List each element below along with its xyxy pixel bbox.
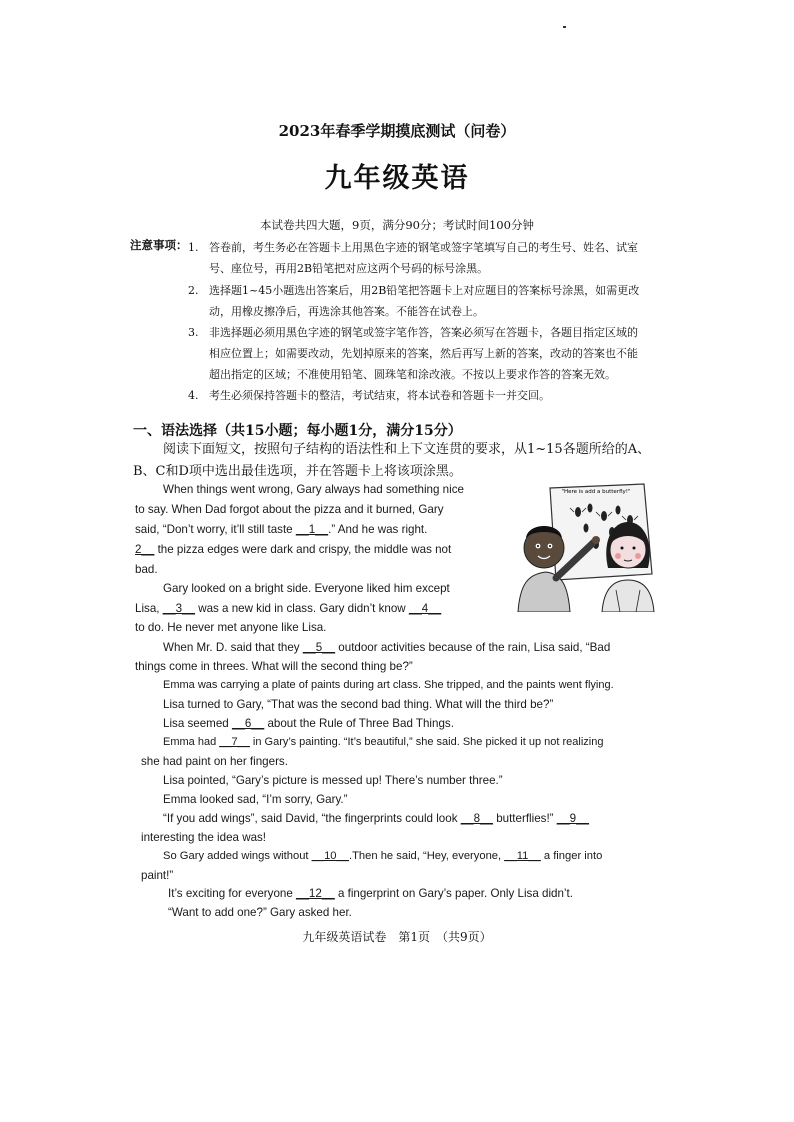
- passage-line-19: interesting the idea was!: [141, 831, 267, 844]
- note-line: 号、座位号，再用2B铅笔把对应这两个号码的标号涂黑。: [209, 262, 489, 275]
- passage-line-3: said, “Don’t worry, it’ll still taste __1__.” And he was right.: [135, 523, 428, 536]
- blank-4: __4__: [408, 602, 442, 615]
- note-line: 答卷前，考生务必在答题卡上用黑色字迹的钢笔或签字笔填写自己的考生号、姓名、试室: [209, 241, 638, 254]
- blank-8: __8__: [460, 812, 493, 825]
- blank-12: __12__: [296, 887, 335, 900]
- note-number: 4.: [188, 389, 199, 402]
- note-number: 3.: [188, 326, 199, 339]
- passage-line-10: things come in threes. What will the second thing be?”: [135, 660, 413, 673]
- note-line: 相应位置上；如需要改动，先划掉原来的答案，然后再写上新的答案，改动的答案也不能: [209, 347, 638, 360]
- passage-line-4: 2__ the pizza edges were dark and crispy, the middle was not: [135, 543, 452, 556]
- passage-line-6: Gary looked on a bright side. Everyone liked him except: [163, 582, 450, 595]
- passage-line-12: Lisa turned to Gary, “That was the second bad thing. What will the third be?”: [163, 698, 554, 711]
- passage-line-21: paint!”: [141, 869, 174, 882]
- passage-line-11: Emma was carrying a plate of paints during art class. She tripped, and the paints went flying.: [163, 679, 614, 691]
- page-footer: 九年级英语试卷 第1页 （共9页）: [302, 930, 492, 944]
- passage-line-7: Lisa, __3__ was a new kid in class. Gary didn’t know __4__: [135, 602, 442, 615]
- exam-title: 九年级英语: [324, 163, 470, 194]
- passage-line-5: bad.: [135, 563, 158, 576]
- note-line: 动，用橡皮擦净后，再选涂其他答案。不能答在试卷上。: [209, 305, 484, 318]
- illustration-children-painting: [516, 482, 660, 612]
- note-item-2: [188, 280, 639, 301]
- passage-line-20: So Gary added wings without __10__.Then he said, “Hey, everyone, __11__ a finger into: [163, 850, 603, 862]
- scan-speck: [563, 26, 566, 28]
- blank-5: __5__: [302, 641, 336, 654]
- passage-line-14: Emma had __7__ in Gary’s painting. “It’s beautiful,” she said. She picked it up not realizing: [163, 736, 604, 748]
- notes-label: 注意事项：: [130, 238, 188, 252]
- passage-line-23: “Want to add one?” Gary asked her.: [168, 906, 352, 919]
- note-number: 2.: [188, 284, 199, 297]
- note-line: 选择题1~45小题选出答案后，用2B铅笔把答题卡上对应题目的答案标号涂黑，如需更改: [209, 284, 640, 297]
- exam-subtitle: 2023年春季学期摸底测试（问卷）: [278, 122, 516, 140]
- passage-line-18: “If you add wings”, said David, “the fingerprints could look __8__ butterflies!” __9__: [163, 812, 590, 825]
- passage-line-15: she had paint on her fingers.: [141, 755, 288, 768]
- note-item-1: [188, 237, 638, 258]
- exam-intro: 本试卷共四大题，9页，满分90分；考试时间100分钟: [260, 218, 534, 232]
- note-item-4: [188, 385, 550, 406]
- note-number: 1.: [188, 241, 199, 254]
- blank-1: __1__: [295, 523, 329, 536]
- passage-line-1: When things went wrong, Gary always had something nice: [163, 483, 464, 496]
- passage-line-2: to say. When Dad forgot about the pizza and it burned, Gary: [135, 503, 444, 516]
- section-title: 一、语法选择（共15小题；每小题1分，满分15分）: [133, 423, 462, 439]
- blank-3: __3__: [162, 602, 195, 615]
- passage-line-22: It’s exciting for everyone __12__ a fingerprint on Gary’s paper. Only Lisa didn’t.: [168, 887, 573, 900]
- passage-line-9: When Mr. D. said that they __5__ outdoor activities because of the rain, Lisa said, “Bad: [163, 641, 611, 654]
- blank-7: __7__: [219, 736, 250, 748]
- passage-line-17: Emma looked sad, “I’m sorry, Gary.”: [163, 793, 348, 806]
- blank-10: __10__: [311, 850, 349, 862]
- note-item-3: [188, 322, 638, 343]
- blank-2: 2__: [135, 543, 155, 556]
- blank-11: __11__: [504, 850, 541, 862]
- note-line: 非选择题必须用黑色字迹的钢笔或签字笔作答，答案必须写在答题卡，各题目指定区域的: [209, 326, 638, 339]
- passage-line-13: Lisa seemed __6__ about the Rule of Three Bad Things.: [163, 717, 454, 730]
- section-instruction: 阅读下面短文，按照句子结构的语法性和上下文连贯的要求，从1~15各题所给的A、B、C和D项中选出最佳选项，并在答题卡上将该项涂黑。: [133, 442, 651, 479]
- passage-line-8: to do. He never met anyone like Lisa.: [135, 621, 327, 634]
- note-line: 超出指定的区域；不准使用铅笔、圆珠笔和涂改液。不按以上要求作答的答案无效。: [209, 368, 616, 381]
- blank-9: __9__: [556, 812, 590, 825]
- illustration-caption: "Here is add a butterfly!": [561, 489, 631, 495]
- note-line: 考生必须保持答题卡的整洁，考试结束，将本试卷和答题卡一并交回。: [209, 389, 550, 402]
- blank-6: __6__: [231, 717, 265, 730]
- passage-line-16: Lisa pointed, “Gary’s picture is messed up! There’s number three.”: [163, 774, 503, 787]
